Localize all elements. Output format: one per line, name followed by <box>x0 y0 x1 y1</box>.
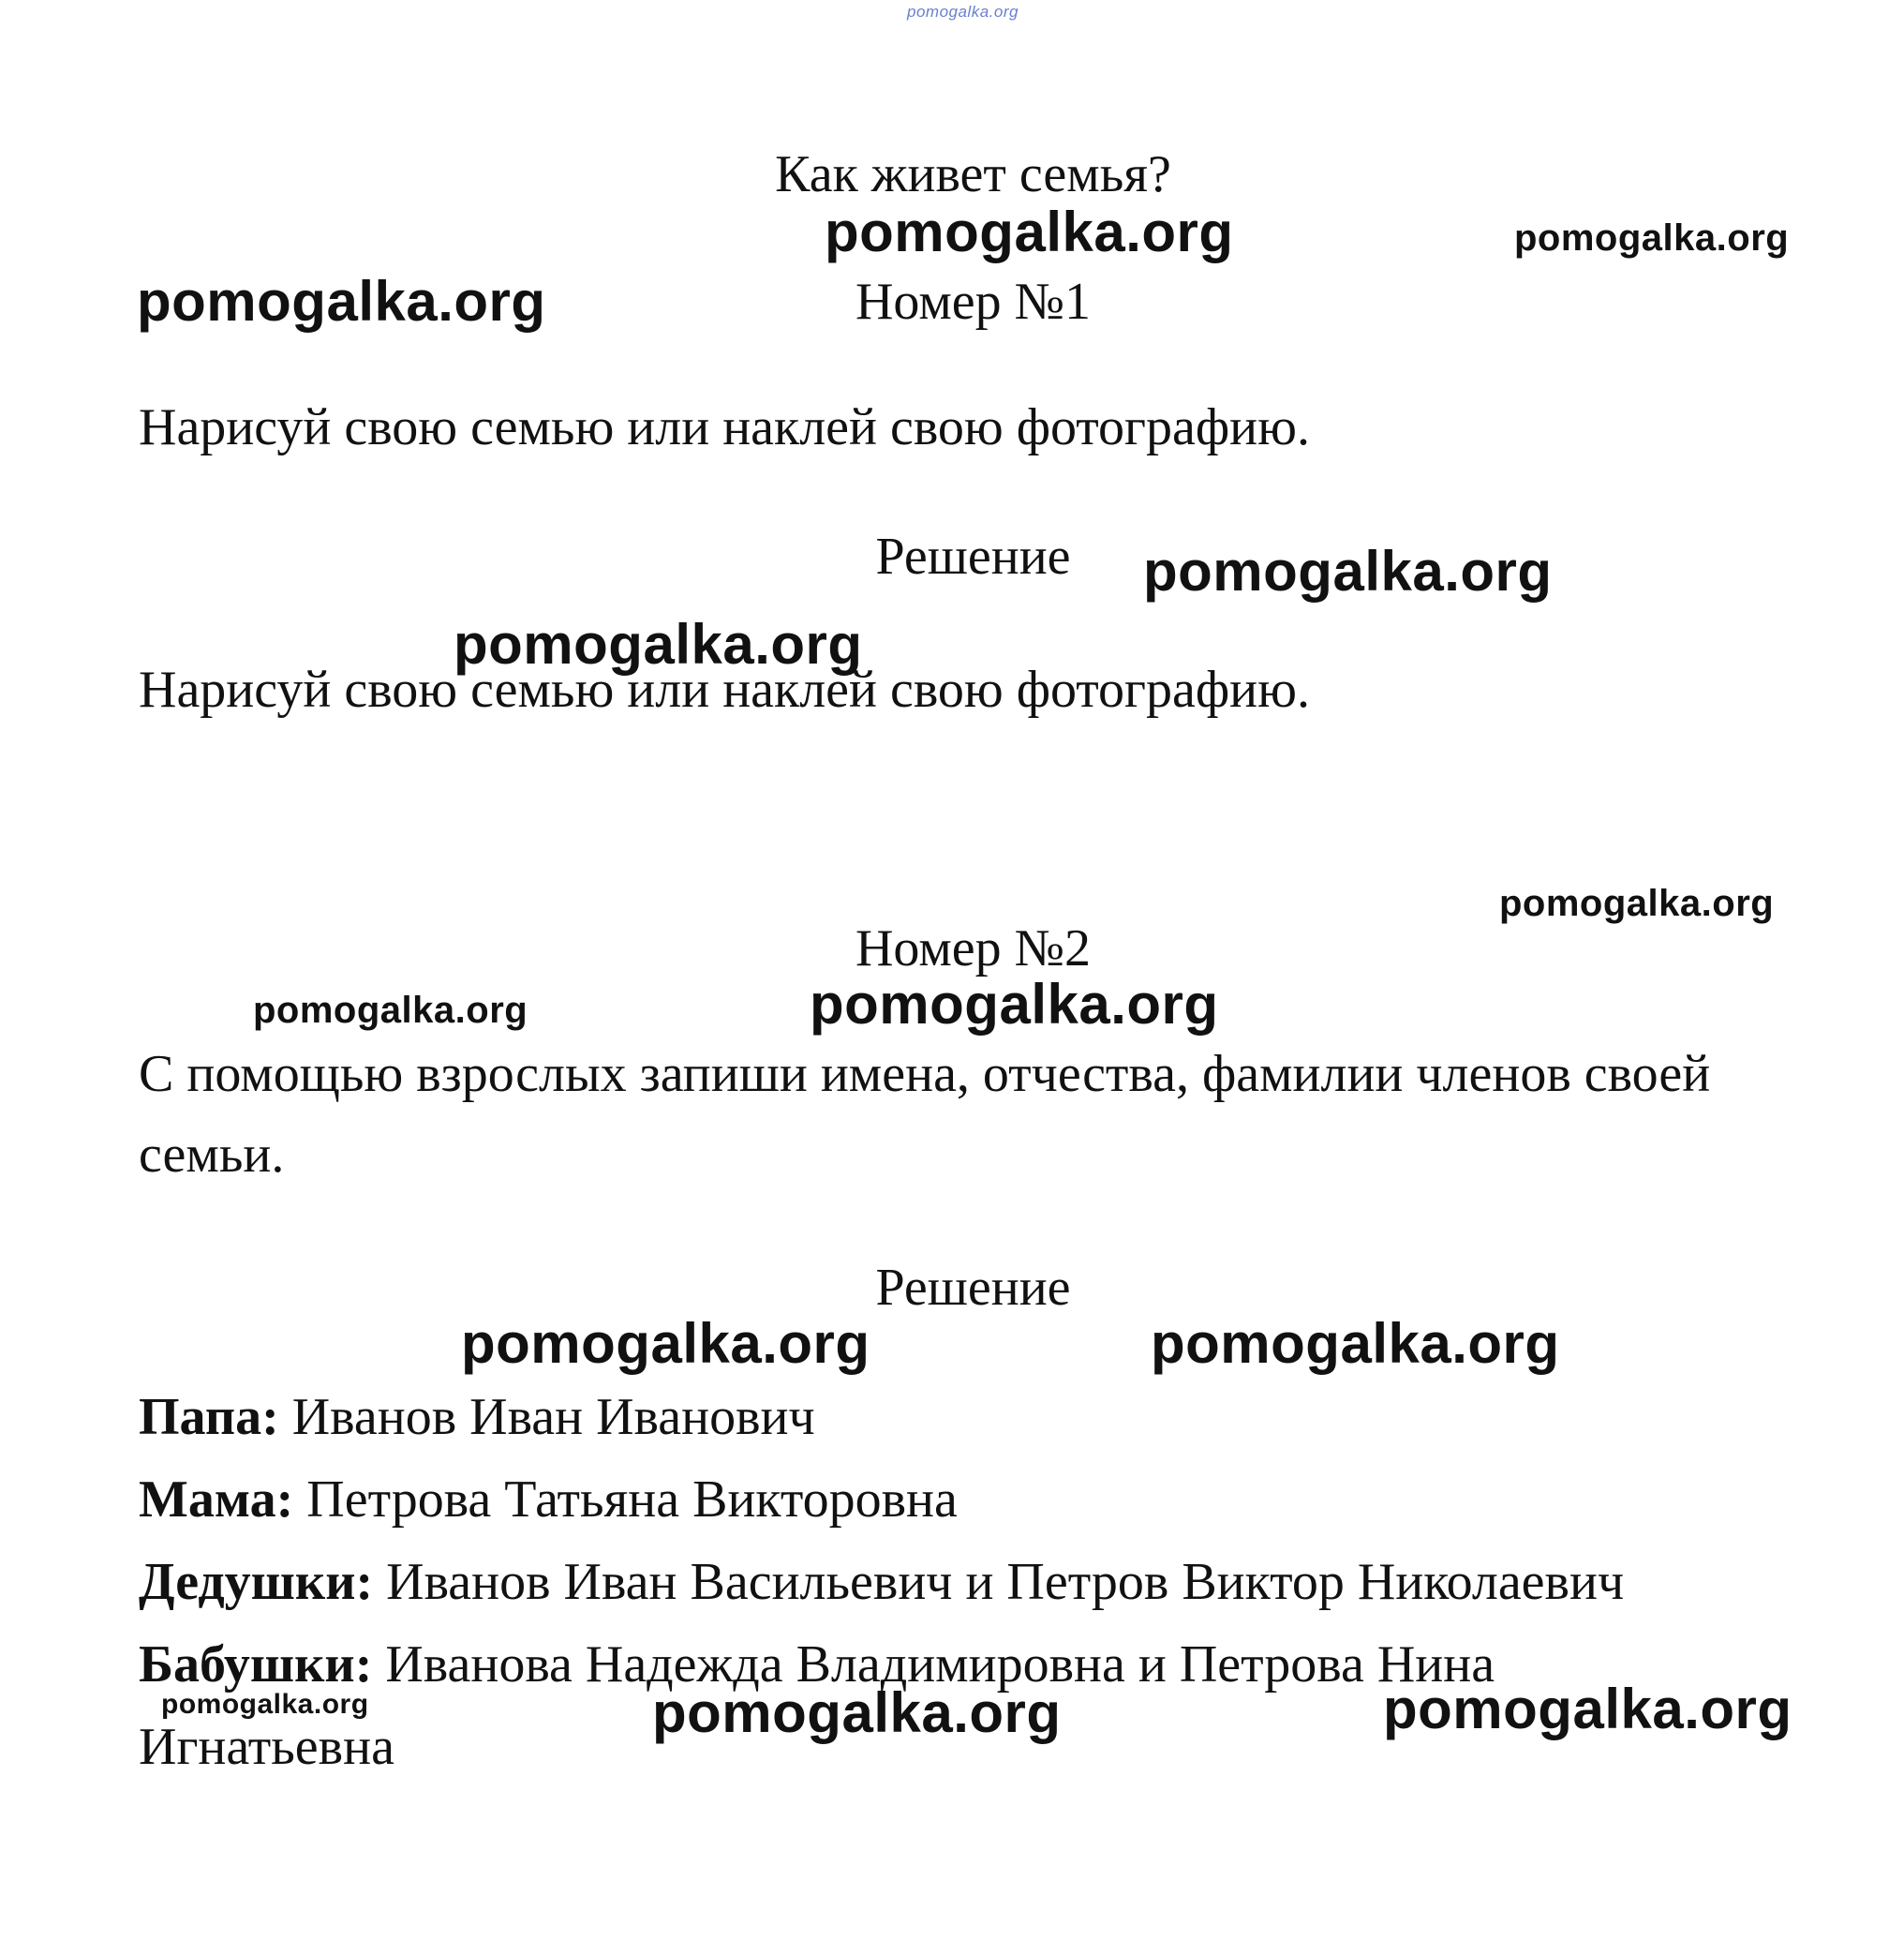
task2-heading: Номер №2 <box>855 919 1092 977</box>
task2-text-line2: семьи. <box>139 1126 285 1184</box>
task2-solution-heading: Решение <box>875 1259 1071 1317</box>
family-names: Петрова Татьяна Викторовна <box>293 1470 958 1529</box>
family-continuation: Игнатьевна <box>139 1718 394 1776</box>
watermark-top: pomogalka.org <box>907 3 1019 21</box>
family-names: Иванов Иван Иванович <box>278 1388 815 1446</box>
task1-text: Нарисуй свою семью или наклей свою фотографию. <box>139 398 1310 456</box>
watermark: pomogalka.org <box>461 1312 870 1375</box>
family-role: Дедушки: <box>139 1553 374 1611</box>
watermark: pomogalka.org <box>810 973 1219 1036</box>
watermark: pomogalka.org <box>1514 217 1790 259</box>
watermark: pomogalka.org <box>1383 1678 1792 1740</box>
watermark: pomogalka.org <box>137 270 546 333</box>
watermark: pomogalka.org <box>1143 540 1553 603</box>
family-names: Иванова Надежда Владимировна и Петрова Нина <box>372 1635 1495 1694</box>
family-role: Бабушки: <box>139 1635 373 1694</box>
family-row-mama <box>139 1470 958 1529</box>
task1-solution-heading: Решение <box>875 528 1071 586</box>
family-row-papa <box>139 1388 815 1446</box>
watermark: pomogalka.org <box>454 613 863 676</box>
watermark: pomogalka.org <box>1151 1312 1560 1375</box>
family-role: Мама: <box>139 1470 294 1529</box>
family-row-grandfathers <box>139 1553 1625 1611</box>
watermark: pomogalka.org <box>652 1681 1062 1744</box>
task2-text-line1: С помощью взрослых запиши имена, отчества, фамилии членов своей <box>139 1045 1711 1103</box>
watermark: pomogalka.org <box>253 990 528 1031</box>
page-title: Как живет семья? <box>775 145 1171 203</box>
task1-solution-text: Нарисуй свою семью или наклей свою фотографию. <box>139 661 1310 719</box>
watermark: pomogalka.org <box>825 201 1234 263</box>
task1-heading: Номер №1 <box>855 273 1092 331</box>
watermark: pomogalka.org <box>161 1689 369 1720</box>
family-role: Папа: <box>139 1388 279 1446</box>
family-names: Иванов Иван Васильевич и Петров Виктор Николаевич <box>373 1553 1625 1611</box>
watermark: pomogalka.org <box>1499 883 1775 924</box>
